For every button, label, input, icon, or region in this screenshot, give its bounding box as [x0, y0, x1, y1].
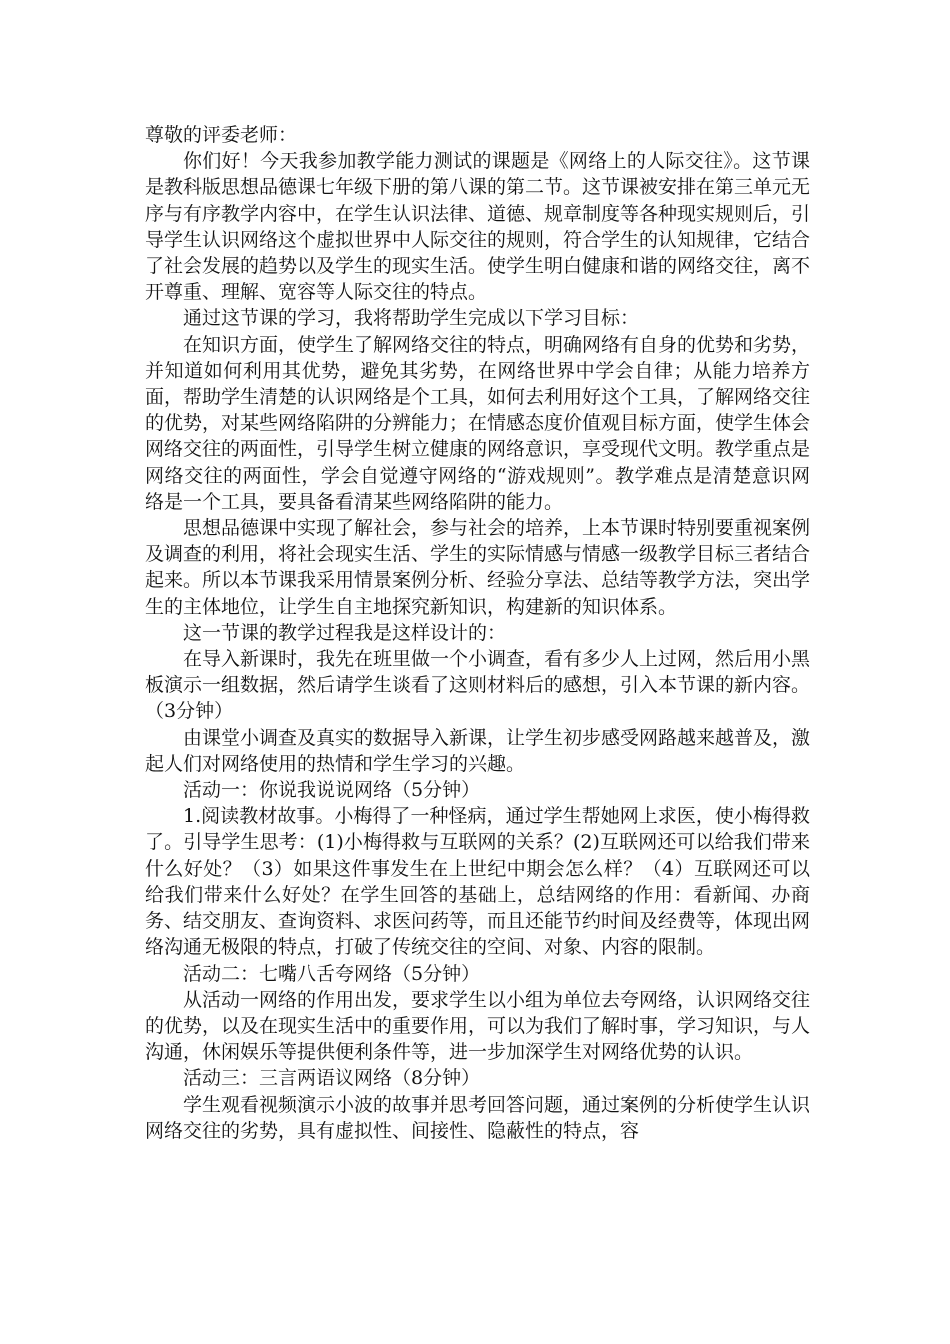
paragraph-intro: 你们好！今天我参加教学能力测试的课题是《网络上的人际交往》。这节课是教科版思想品德课七年级下册的第八课的第二节。这节课被安排在第三单元无序与有序教学内容中，在学生认识法律、道德、规章制度等各种现实规则后，引导学生认识网络这个虚拟世界中人际交往的规则，符合学生的认知规律，它结合了社会发展的趋势以及学生的现实生活。使学生明白健康和谐的网络交往，离不开尊重、理解、宽容等人际交往的特点。: [145, 150, 811, 304]
activity-1-content: 1.阅读教材故事。小梅得了一种怪病，通过学生帮她网上求医，使小梅得救了。引导学生思考：(1)小梅得救与互联网的关系？(2)互联网还可以给我们带来什么好处？（3）如果这件事发生在上世纪中期会怎么样？（4）互联网还可以给我们带来什么好处？在学生回答的基础上，总结网络的作用：看新闻、办商务、结交朋友、查询资料、求医问药等，而且还能节约时间及经费等，体现出网络沟通无极限的特点，打破了传统交往的空间、对象、内容的限制。: [145, 805, 811, 959]
paragraph-introduction-purpose: 由课堂小调查及真实的数据导入新课，让学生初步感受网路越来越普及，激起人们对网络使用的热情和学生学习的兴趣。: [145, 726, 811, 775]
paragraph-introduction-step: 在导入新课时，我先在班里做一个小调查，看有多少人上过网，然后用小黑板演示一组数据，然后请学生谈看了这则材料后的感想，引入本节课的新内容。（3分钟）: [145, 648, 811, 723]
paragraph-goals-lead: 通过这节课的学习，我将帮助学生完成以下学习目标：: [183, 307, 640, 330]
activity-3-heading: 活动三：三言两语议网络（8分钟）: [183, 1067, 481, 1090]
paragraph-process-lead: 这一节课的教学过程我是这样设计的：: [183, 621, 507, 644]
activity-3-content: 学生观看视频演示小波的故事并思考回答问题，通过案例的分析使学生认识网络交往的劣势，具有虚拟性、间接性、隐蔽性的特点，容: [145, 1093, 811, 1142]
greeting: 尊敬的评委老师：: [145, 124, 298, 146]
activity-1-heading: 活动一：你说我说说网络（5分钟）: [183, 779, 481, 802]
paragraph-goals: 在知识方面，使学生了解网络交往的特点，明确网络有自身的优势和劣势，并知道如何利用其优势，避免其劣势，在网络世界中学会自律；从能力培养方面，帮助学生清楚的认识网络是个工具，如何去利用好这个工具，了解网络交往的优势，对某些网络陷阱的分辨能力；在情感态度价值观目标方面，使学生体会网络交往的两面性，引导学生树立健康的网络意识，享受现代文明。教学重点是网络交往的两面性，学会自觉遵守网络的“游戏规则”。教学难点是清楚意识网络是一个工具，要具备看清某些网络陷阱的能力。: [145, 333, 811, 513]
paragraph-methods: 思想品德课中实现了解社会，参与社会的培养，上本节课时特别要重视案例及调查的利用，将社会现实生活、学生的实际情感与情感一级教学目标三者结合起来。所以本节课我采用情景案例分析、经验分享法、总结等教学方法，突出学生的主体地位，让学生自主地探究新知识，构建新的知识体系。: [145, 517, 811, 618]
document-page: [145, 122, 810, 1144]
activity-2-heading: 活动二：七嘴八舌夸网络（5分钟）: [183, 962, 481, 985]
activity-2-content: 从活动一网络的作用出发，要求学生以小组为单位去夸网络，认识网络交往的优势，以及在现实生活中的重要作用，可以为我们了解时事，学习知识，与人沟通，休闲娱乐等提供便利条件等，进一步加深学生对网络优势的认识。: [145, 988, 811, 1064]
